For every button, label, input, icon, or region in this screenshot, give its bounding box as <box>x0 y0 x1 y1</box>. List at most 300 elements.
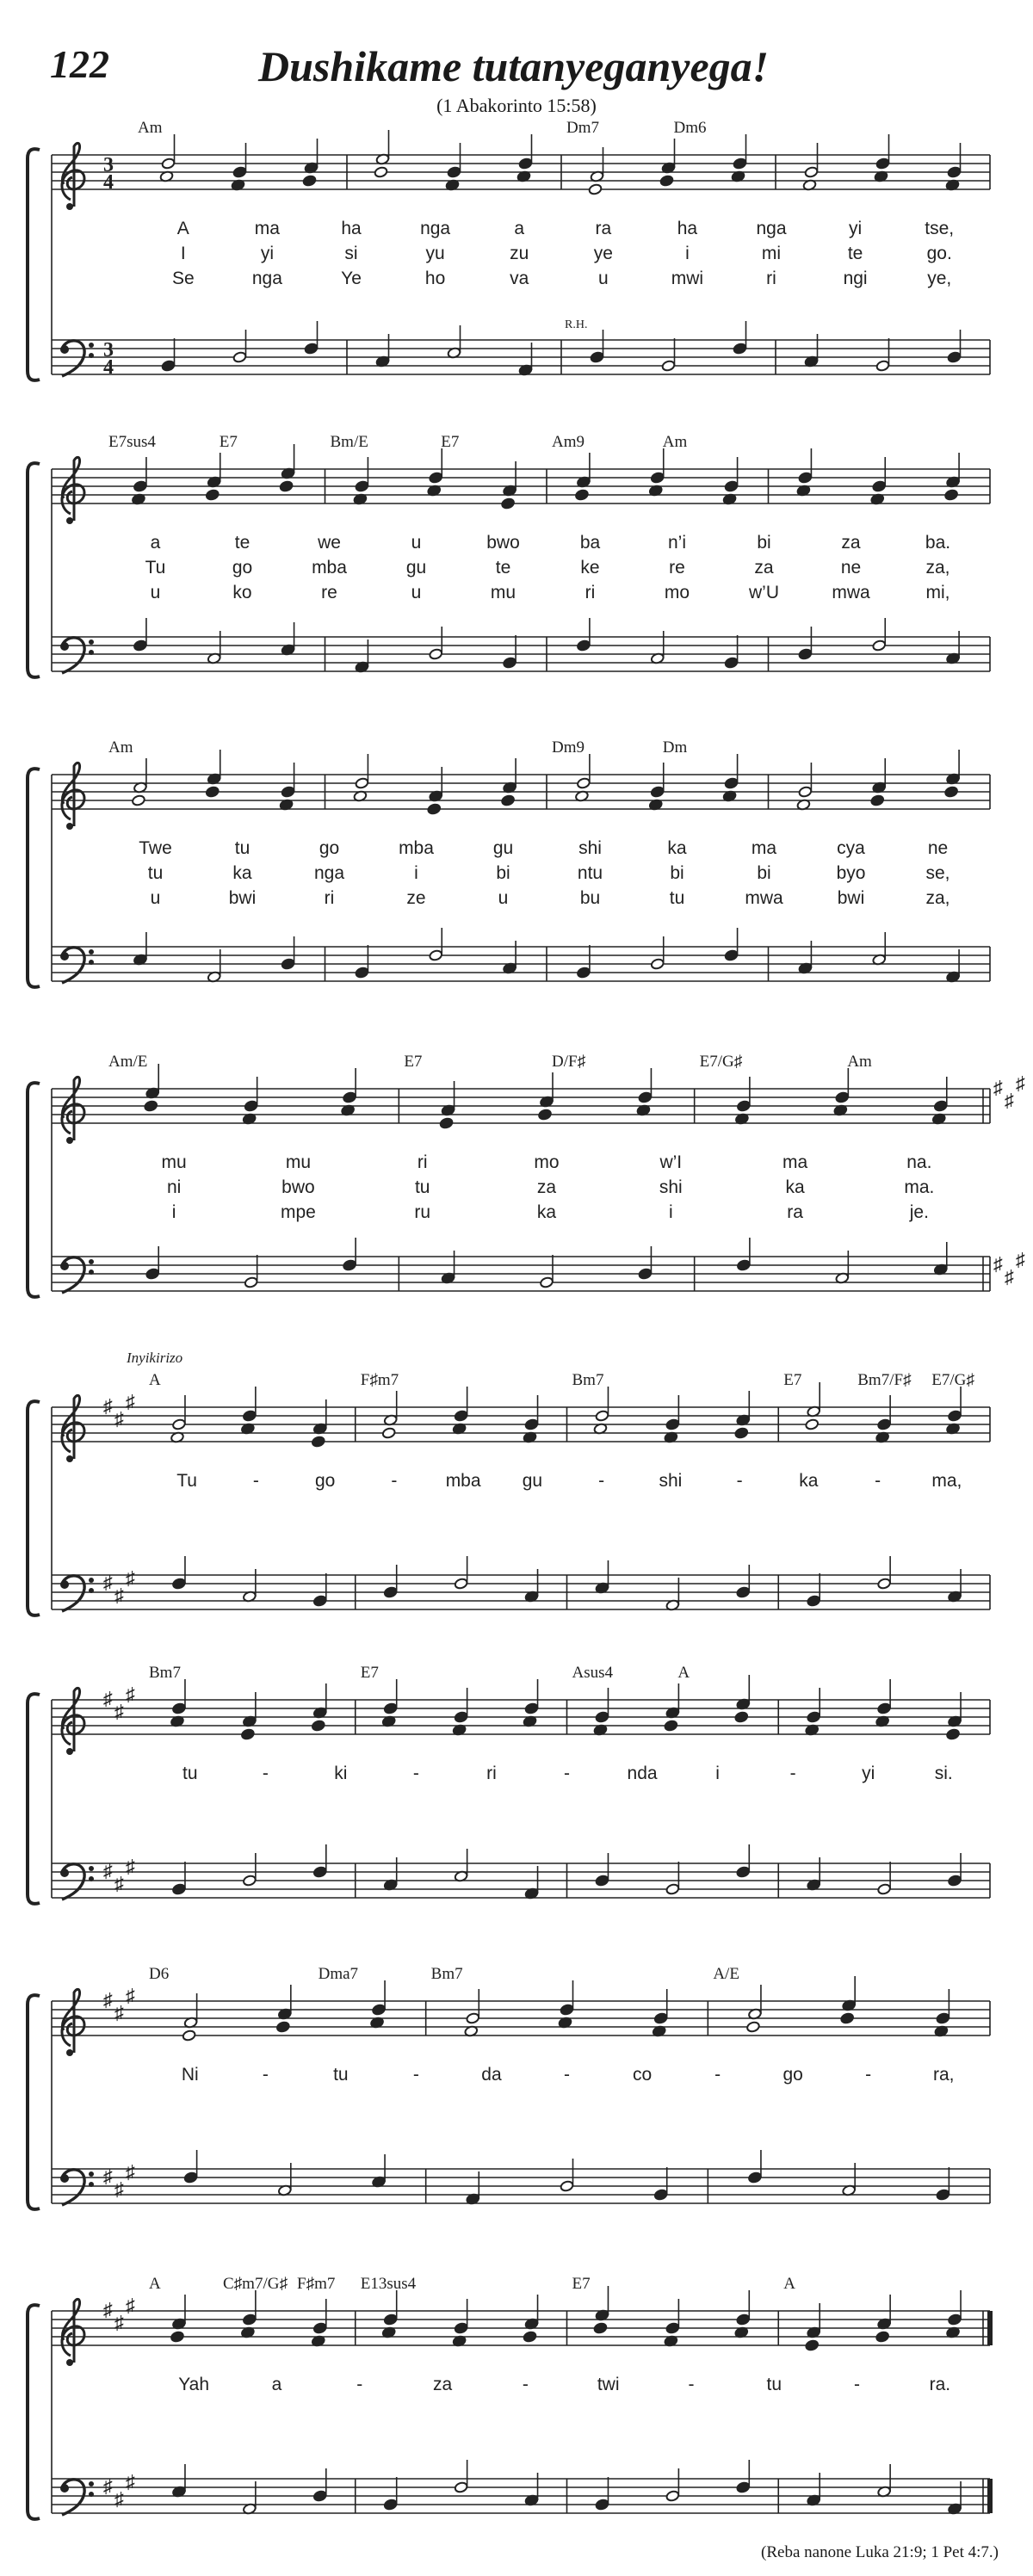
lyric-syllable: je. <box>909 1202 929 1222</box>
lyric-syllable: tu <box>414 1177 430 1197</box>
key-signature-sharp: ♯ <box>126 2471 135 2493</box>
lyric-syllable: na. <box>906 1152 932 1172</box>
lyric-syllable: shi <box>659 1177 683 1197</box>
quarter-note <box>183 2171 198 2184</box>
treble-clef-dot <box>66 2049 73 2056</box>
key-signature-sharp: ♯ <box>114 2178 124 2200</box>
key-signature-sharp: ♯ <box>1016 1072 1025 1094</box>
lyric-syllable: mi <box>761 244 782 263</box>
bass-clef-head <box>60 2174 69 2183</box>
quarter-note <box>172 1702 187 1714</box>
quarter-note <box>372 2004 387 2016</box>
lyric-syllable: ma <box>751 838 777 858</box>
quarter-note <box>650 472 665 484</box>
half-note <box>429 648 443 660</box>
half-note <box>182 2029 196 2042</box>
lyric-syllable: ntu <box>577 863 603 883</box>
staff-bass-4 <box>52 1238 1025 1293</box>
bass-clef-dot <box>89 1578 94 1583</box>
lyric-syllable: se, <box>925 863 950 883</box>
lyric-syllable: Tu <box>145 558 166 578</box>
quarter-note <box>343 1091 357 1103</box>
lyric-syllable: ra <box>595 219 612 238</box>
lyric-syllable: w’U <box>749 583 779 602</box>
lyric-syllable: u <box>498 888 509 908</box>
quarter-note <box>145 1268 160 1280</box>
quarter-note <box>948 2313 962 2326</box>
quarter-note <box>313 2322 328 2334</box>
chord-symbol: F♯m7 <box>360 1371 399 1389</box>
key-signature-sharp: ♯ <box>126 1683 135 1705</box>
lyric-syllable: I <box>180 244 186 263</box>
lyric-syllable: mu <box>490 583 516 602</box>
quarter-note <box>170 2331 185 2343</box>
staff-treble-5 <box>52 1350 990 1491</box>
quarter-note <box>798 648 813 660</box>
half-note <box>429 949 443 961</box>
lyric-syllable: - <box>714 2065 721 2085</box>
lyric-syllable: - <box>412 2065 419 2085</box>
lyric-syllable: za, <box>925 888 950 908</box>
key-signature-sharp: ♯ <box>103 2475 113 2497</box>
lyric-syllable: - <box>688 2375 695 2394</box>
system-bracket <box>28 1694 40 1904</box>
lyric-syllable: u <box>150 583 161 602</box>
lyric-syllable: Ni <box>181 2065 199 2085</box>
quarter-note <box>281 958 295 970</box>
lyric-syllable: A <box>176 219 189 238</box>
quarter-note <box>724 657 739 669</box>
chorus-mark: Inyikirizo <box>127 1350 183 1366</box>
treble-clef <box>62 1688 84 1751</box>
key-signature-sharp: ♯ <box>103 2165 113 2187</box>
half-note <box>872 639 887 652</box>
lyric-syllable: go. <box>926 244 952 263</box>
half-note <box>232 351 247 363</box>
lyric-syllable: ne <box>927 838 949 858</box>
bass-clef-head <box>60 1869 69 1877</box>
lyric-syllable: bi <box>496 863 510 883</box>
bass-clef-dot <box>89 2481 94 2486</box>
lyric-syllable: va <box>510 269 529 288</box>
quarter-note <box>736 2313 751 2326</box>
key-signature-sharp: ♯ <box>1005 1090 1014 1111</box>
quarter-note <box>313 1866 328 1878</box>
key-signature-sharp: ♯ <box>126 2161 135 2183</box>
lyric-syllable: nga <box>756 219 787 238</box>
half-note <box>805 1418 820 1430</box>
quarter-note <box>933 1100 948 1112</box>
lyric-syllable: te <box>495 558 511 578</box>
lyric-syllable: - <box>564 2065 570 2085</box>
half-note <box>577 777 591 789</box>
lyric-syllable: ka <box>667 838 687 858</box>
lyric-syllable: bu <box>579 888 601 908</box>
bass-clef-dot <box>89 2492 94 2497</box>
quarter-note <box>936 2012 950 2024</box>
lyric-syllable: go <box>232 558 253 578</box>
chord-symbol: Am <box>847 1053 872 1071</box>
lyric-syllable: ri <box>417 1152 428 1172</box>
quarter-note <box>947 166 962 178</box>
quarter-note <box>798 472 813 484</box>
key-signature-sharp: ♯ <box>126 1985 135 2006</box>
staff-treble-3 <box>52 738 990 908</box>
quarter-note <box>590 351 604 363</box>
quarter-note <box>870 794 885 806</box>
lyric-syllable: - <box>564 1764 570 1783</box>
half-note <box>560 2180 574 2192</box>
lyric-syllable: - <box>598 1471 605 1491</box>
half-note <box>172 1418 187 1430</box>
lyric-syllable: bwi <box>837 888 865 908</box>
chord-symbol: E7sus4 <box>108 433 156 451</box>
key-signature-sharp: ♯ <box>114 1408 124 1430</box>
quarter-note <box>312 1436 326 1448</box>
lyric-syllable: ze <box>406 888 426 908</box>
quarter-note <box>638 1268 653 1280</box>
quarter-note <box>144 1100 158 1112</box>
lyric-syllable: mwa <box>745 888 783 908</box>
quarter-note <box>205 489 220 501</box>
chord-symbol: Dma7 <box>318 1965 359 1983</box>
quarter-note <box>872 480 887 492</box>
lyric-syllable: yi <box>862 1764 875 1783</box>
lyric-syllable: ngi <box>843 269 868 288</box>
treble-clef <box>62 2299 84 2363</box>
quarter-note <box>944 786 959 798</box>
treble-clef-dot <box>66 1137 73 1144</box>
key-signature-sharp: ♯ <box>126 1856 135 1877</box>
lyric-syllable: mba <box>312 558 347 578</box>
quarter-note <box>133 639 148 652</box>
chord-symbol: Am <box>662 433 688 451</box>
lyric-syllable: re <box>669 558 685 578</box>
staff-bass-8 <box>52 2460 990 2515</box>
time-signature-bottom: 4 <box>103 356 114 379</box>
quarter-note <box>577 967 591 979</box>
lyric-syllable: nga <box>313 863 345 883</box>
lyric-syllable: yi <box>849 219 863 238</box>
staff-treble-7 <box>52 1965 990 2085</box>
quarter-note <box>429 472 443 484</box>
key-signature-sharp: ♯ <box>1016 1249 1025 1270</box>
half-note <box>661 360 676 372</box>
lyric-syllable: ha <box>677 219 698 238</box>
lyric-syllable: co <box>632 2065 653 2085</box>
staff-treble-2 <box>52 433 990 602</box>
lyric-syllable: nga <box>420 219 451 238</box>
quarter-note <box>736 1586 751 1598</box>
key-signature-sharp: ♯ <box>114 1873 124 1894</box>
lyric-syllable: ko <box>232 583 252 602</box>
quarter-note <box>946 1728 961 1740</box>
quarter-note <box>501 794 516 806</box>
lyric-syllable: ra, <box>932 2065 955 2085</box>
quarter-note <box>733 343 747 355</box>
treble-clef-dot <box>66 1748 73 1755</box>
quarter-note <box>877 1702 892 1714</box>
lyric-syllable: mo <box>534 1152 560 1172</box>
chord-symbol: E7 <box>219 433 238 451</box>
chord-symbol: A <box>677 1664 690 1682</box>
scripture-reference: (1 Abakorinto 15:58) <box>436 95 597 116</box>
system-bracket <box>28 769 40 987</box>
system-bracket <box>28 1083 40 1297</box>
treble-clef-dot <box>66 1455 73 1462</box>
lyric-syllable: i <box>668 1202 673 1222</box>
lyric-syllable: mwi <box>671 269 704 288</box>
lyric-syllable: - <box>522 2375 529 2394</box>
chord-symbol: E7 <box>783 1371 802 1389</box>
key-signature-sharp: ♯ <box>103 1572 113 1593</box>
lyric-syllable: si. <box>934 1764 953 1783</box>
quarter-note <box>304 343 319 355</box>
chord-symbol: A <box>149 2275 161 2293</box>
bass-clef-dot <box>89 343 94 348</box>
key-signature-sharp: ♯ <box>993 1077 1003 1098</box>
chord-symbol: Dm6 <box>673 119 707 137</box>
quarter-note <box>503 657 517 669</box>
key-signature-sharp: ♯ <box>126 1567 135 1589</box>
chord-symbol: Bm7 <box>430 1965 463 1983</box>
quarter-note <box>383 2499 398 2511</box>
bass-clef-dot <box>89 1269 94 1275</box>
staff-bass-1 <box>52 318 990 379</box>
lyric-syllable: gu <box>405 558 427 578</box>
quarter-note <box>595 2499 609 2511</box>
treble-clef <box>62 1395 84 1459</box>
lyric-syllable: gu <box>492 838 514 858</box>
lyric-syllable: twi <box>597 2375 620 2394</box>
staff-treble-8 <box>52 2275 990 2394</box>
quarter-note <box>659 175 674 187</box>
bass-clef-head <box>60 345 69 354</box>
half-note <box>132 794 146 806</box>
half-note <box>540 1276 554 1288</box>
key-signature-sharp: ♯ <box>993 1253 1003 1275</box>
quarter-note <box>172 1578 187 1590</box>
chord-symbol: Asus4 <box>572 1664 614 1682</box>
lyric-syllable: za <box>754 558 774 578</box>
quarter-note <box>133 480 148 492</box>
treble-clef <box>62 1989 84 2053</box>
lyric-syllable: shi <box>659 1471 683 1491</box>
lyric-syllable: bi <box>757 533 771 553</box>
lyric-syllable: ra <box>787 1202 803 1222</box>
staff-bass-2 <box>52 618 990 673</box>
quarter-note <box>575 489 590 501</box>
quarter-note <box>736 1866 751 1878</box>
lyric-syllable: mo <box>664 583 690 602</box>
lyric-syllable: mi, <box>925 583 950 602</box>
half-note <box>244 1276 258 1288</box>
key-signature-sharp: ♯ <box>103 1395 113 1417</box>
lyric-syllable: go <box>319 838 340 858</box>
quarter-note <box>944 489 959 501</box>
lyric-syllable: ke <box>580 558 600 578</box>
lyric-syllable: re <box>321 583 337 602</box>
lyric-syllable: we <box>318 533 341 553</box>
quarter-note <box>501 497 516 510</box>
lyric-syllable: nda <box>627 1764 658 1783</box>
chord-symbol: Dm <box>662 738 688 757</box>
half-note <box>588 183 603 195</box>
quarter-note <box>447 166 461 178</box>
quarter-note <box>593 2322 608 2334</box>
lyric-syllable: - <box>262 1764 269 1783</box>
quarter-note <box>653 2012 668 2024</box>
bass-clef-dot <box>89 2182 94 2187</box>
lyric-syllable: i <box>414 863 418 883</box>
chord-symbol: A <box>149 1371 161 1389</box>
chord-symbol: Am <box>108 738 133 757</box>
key-signature-sharp: ♯ <box>126 2295 135 2316</box>
quarter-note <box>161 360 176 372</box>
chord-symbol: E7 <box>404 1053 423 1071</box>
lyric-syllable: ni <box>166 1177 182 1197</box>
quarter-note <box>807 1711 821 1723</box>
bass-clef-head <box>60 1262 69 1270</box>
staff-bass-7 <box>52 2150 990 2205</box>
lyric-syllable: - <box>789 1764 796 1783</box>
quarter-note <box>454 1711 468 1723</box>
quarter-note <box>383 1586 398 1598</box>
bass-clef-dot <box>89 1876 94 1881</box>
quarter-note <box>638 1091 653 1103</box>
chord-symbol: F♯m7 <box>297 2275 336 2293</box>
lyric-syllable: ba <box>579 533 601 553</box>
chord-symbol: A <box>783 2275 795 2293</box>
lyric-syllable: mu <box>285 1152 312 1172</box>
chord-symbol: E7 <box>572 2275 591 2293</box>
lyric-syllable: a <box>271 2375 282 2394</box>
half-note <box>665 1883 680 1895</box>
lyric-syllable: ma, <box>931 1471 962 1491</box>
lyric-syllable: mba <box>445 1471 481 1491</box>
lyric-syllable: - <box>391 1471 398 1491</box>
lyric-syllable: yu <box>425 244 445 263</box>
quarter-note <box>737 1259 752 1271</box>
quarter-note <box>724 480 739 492</box>
lyric-syllable: da <box>481 2065 502 2085</box>
lyric-syllable: bi <box>670 863 684 883</box>
treble-clef <box>62 457 84 521</box>
quarter-note <box>302 175 317 187</box>
bass-clef-dot <box>89 949 94 954</box>
lyric-syllable: go <box>782 2065 803 2085</box>
lyric-syllable: ri <box>585 583 596 602</box>
quarter-note <box>355 967 369 979</box>
lyric-syllable: mwa <box>832 583 870 602</box>
quarter-note <box>524 1418 539 1430</box>
quarter-note <box>383 2313 398 2326</box>
half-note <box>804 166 819 178</box>
lyric-syllable: - <box>736 1471 743 1491</box>
quarter-note <box>948 1875 962 1887</box>
lyric-syllable: a <box>514 219 525 238</box>
key-signature-sharp: ♯ <box>103 1688 113 1709</box>
chord-symbol: A/E <box>713 1965 739 1983</box>
half-note <box>161 158 176 170</box>
quarter-note <box>664 1720 678 1732</box>
half-note <box>595 1410 609 1422</box>
bass-clef-dot <box>89 1866 94 1871</box>
hymn-number: 122 <box>50 42 109 86</box>
chord-symbol: E7/G♯ <box>699 1053 743 1071</box>
lyric-syllable: ne <box>840 558 862 578</box>
lyric-syllable: te <box>234 533 251 553</box>
lyric-syllable: ri <box>324 888 335 908</box>
lyric-syllable: bwo <box>281 1177 315 1197</box>
quarter-note <box>279 480 294 492</box>
bass-clef-dot <box>89 1259 94 1264</box>
chord-symbol: C♯m7/G♯ <box>223 2275 288 2293</box>
time-signature-bottom: 4 <box>103 171 114 194</box>
lyric-syllable: ka <box>232 863 252 883</box>
half-note <box>374 166 388 178</box>
lyric-syllable: cya <box>837 838 865 858</box>
quarter-note <box>734 1427 749 1439</box>
key-signature-sharp: ♯ <box>114 1585 124 1606</box>
treble-clef-dot <box>66 517 73 524</box>
lyric-syllable: zu <box>510 244 529 263</box>
time-signature-top: 3 <box>103 154 114 176</box>
lyric-syllable: a <box>150 533 161 553</box>
chord-symbol: Dm7 <box>566 119 599 137</box>
staff-treble-6 <box>52 1664 990 1783</box>
half-note <box>355 777 369 789</box>
quarter-note <box>733 158 747 170</box>
lyric-syllable: i <box>171 1202 176 1222</box>
lyric-syllable: u <box>597 269 609 288</box>
lyric-syllable: mpe <box>280 1202 316 1222</box>
quarter-note <box>241 1728 256 1740</box>
lyric-syllable: u <box>411 533 422 553</box>
key-signature-sharp: ♯ <box>103 1989 113 2011</box>
chord-symbol: Bm7 <box>572 1371 604 1389</box>
quarter-note <box>734 1711 749 1723</box>
quarter-note <box>313 2490 328 2502</box>
quarter-note <box>454 2322 468 2334</box>
half-note <box>454 2481 468 2493</box>
quarter-note <box>524 1702 539 1714</box>
quarter-note <box>665 1418 680 1430</box>
half-note <box>454 1578 468 1590</box>
lyric-syllable: ri <box>766 269 776 288</box>
lyric-syllable: mu <box>161 1152 187 1172</box>
lyric-syllable: mba <box>399 838 434 858</box>
bass-clef-dot <box>89 1588 94 1593</box>
lyric-syllable: si <box>344 244 358 263</box>
lyric-syllable: nga <box>251 269 282 288</box>
lyric-syllable: - <box>854 2375 861 2394</box>
half-note <box>466 2012 480 2024</box>
chord-symbol: E7/G♯ <box>931 1371 974 1389</box>
quarter-note <box>835 1091 850 1103</box>
lyric-syllable: ra. <box>929 2375 951 2394</box>
chord-symbol: Bm/E <box>330 433 368 451</box>
quarter-note <box>343 1259 357 1271</box>
lyric-syllable: u <box>411 583 422 602</box>
lyric-syllable: ka <box>536 1202 557 1222</box>
chord-symbol: E13sus4 <box>360 2275 417 2293</box>
half-note <box>875 360 890 372</box>
bass-clef-head <box>60 2484 69 2493</box>
treble-clef <box>62 1077 84 1140</box>
lyric-syllable: bi <box>757 863 771 883</box>
chord-symbol: Dm9 <box>552 738 585 757</box>
